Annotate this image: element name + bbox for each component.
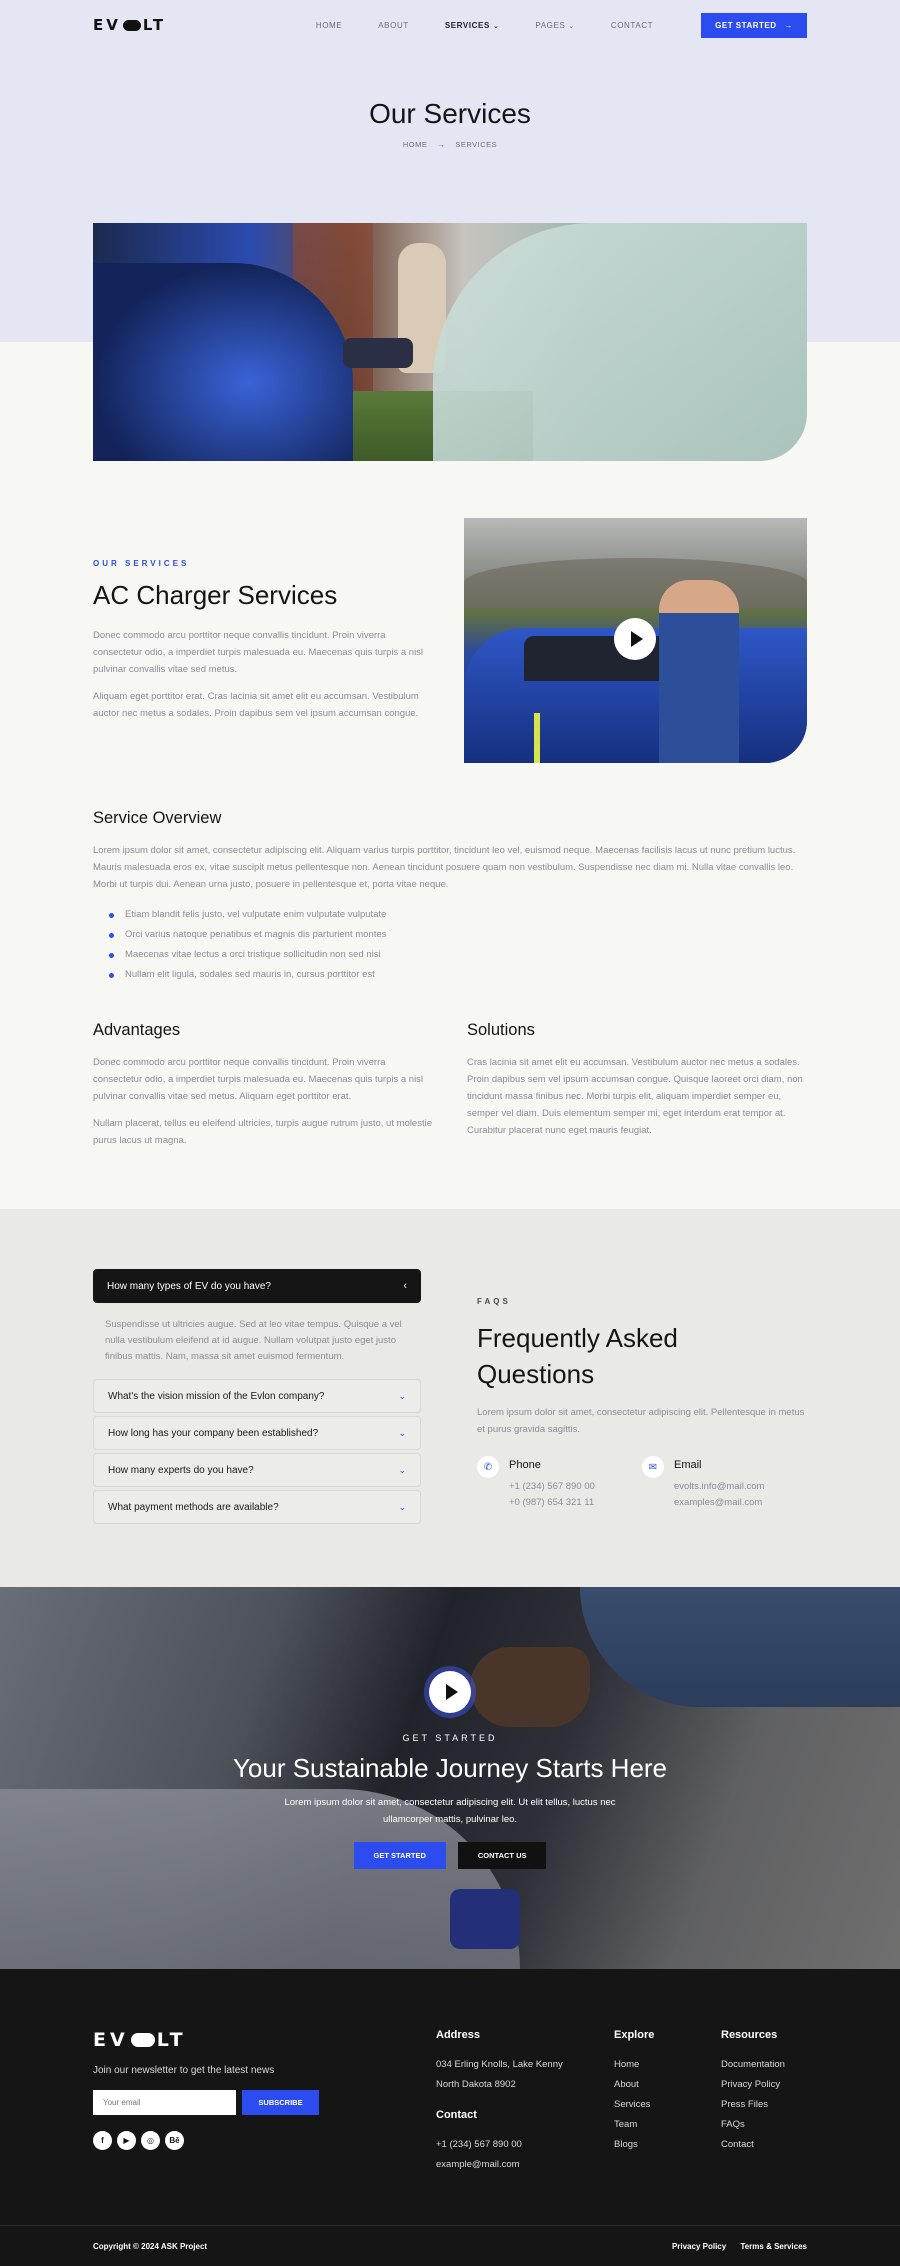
subscribe-button[interactable]: SUBSCRIBE bbox=[242, 2090, 319, 2115]
overview-list bbox=[93, 905, 807, 985]
service-paragraph: Donec commodo arcu porttitor neque convallis tincidunt. Proin viverra consectetur odio, a imperdiet turpis malesuada eu. Maecenas quis turpis a nisl pulvinar convallis vitae sed metus. bbox=[93, 630, 424, 675]
faq-accordion bbox=[93, 1269, 421, 1527]
newsletter-text: Join our newsletter to get the latest news bbox=[93, 2065, 275, 2076]
service-section bbox=[0, 342, 900, 1209]
advantages-title: Advantages bbox=[93, 1021, 181, 1039]
hero-image bbox=[93, 223, 807, 461]
email-input[interactable] bbox=[93, 2090, 236, 2115]
arrow-right-icon: → bbox=[437, 140, 446, 149]
phone-contact: ✆ Phone +1 (234) 567 890 00 +0 (987) 654 321 11 bbox=[477, 1456, 642, 1511]
cta-eyebrow: GET STARTED bbox=[402, 1733, 498, 1743]
faq-answer: Suspendisse ut ultricies augue. Sed at leo vitae tempus. Quisque a vel nulla vestibulum eleifend at id augue. Nullam volutpat justo eget justo finibus mattis. Nam, massa sit amet euismod fermentum. bbox=[105, 1319, 402, 1362]
service-image bbox=[464, 518, 807, 763]
contact-us-button[interactable]: CONTACT US bbox=[458, 1842, 547, 1869]
copyright: Copyright © 2024 ASK Project bbox=[93, 2241, 208, 2251]
hero-section bbox=[0, 0, 900, 342]
main-menu bbox=[280, 13, 807, 38]
faq-item[interactable]: How many experts do you have? ⌄ bbox=[93, 1453, 421, 1487]
faq-item-open[interactable]: How many types of EV do you have? ‹ bbox=[93, 1269, 421, 1303]
instagram-icon[interactable]: ◎ bbox=[141, 2131, 160, 2150]
footer-link-faqs[interactable]: FAQs bbox=[721, 2119, 745, 2130]
faq-section bbox=[0, 1209, 900, 1587]
cta-section bbox=[0, 1587, 900, 1969]
list-item: Etiam blandit felis justo, vel vulputate enim vulputate vulputate bbox=[109, 905, 807, 925]
solutions-block bbox=[467, 1021, 807, 1149]
chevron-down-icon: ⌄ bbox=[398, 1501, 406, 1512]
play-icon bbox=[446, 1684, 458, 1700]
mail-icon: ✉ bbox=[642, 1456, 664, 1478]
faq-text: Lorem ipsum dolor sit amet, consectetur adipiscing elit. Pellentesque in metus et purus gravida sagittis. bbox=[477, 1407, 805, 1435]
social-links bbox=[93, 2131, 436, 2150]
footer-phone[interactable]: +1 (234) 567 890 00 bbox=[436, 2139, 522, 2150]
logo-o-mark bbox=[123, 20, 141, 31]
footer-explore: Explore Home About Services Team Blogs bbox=[614, 2029, 721, 2225]
get-started-button[interactable]: GET STARTED bbox=[354, 1842, 446, 1869]
footer-resources: Resources Documentation Privacy Policy Press Files FAQs Contact bbox=[721, 2029, 807, 2225]
top-nav bbox=[93, 0, 807, 50]
faq-title: Frequently Asked Questions bbox=[477, 1323, 678, 1389]
email-address[interactable]: evolts.info@mail.com bbox=[674, 1481, 765, 1492]
facebook-icon[interactable]: f bbox=[93, 2131, 112, 2150]
solutions-title: Solutions bbox=[467, 1021, 535, 1039]
nav-about[interactable]: ABOUT bbox=[378, 20, 409, 30]
chevron-down-icon: ⌄ bbox=[398, 1427, 406, 1438]
advantages-block bbox=[93, 1021, 433, 1149]
advantages-text: Donec commodo arcu porttitor neque convallis tincidunt. Proin viverra consectetur odio, a imperdiet turpis malesuada eu. Maecenas quis turpis a nisl pulvinar convallis vitae sed metus. Aliquam eget porttitor erat. bbox=[93, 1057, 424, 1102]
privacy-policy-link[interactable]: Privacy Policy bbox=[671, 2241, 727, 2251]
breadcrumb bbox=[93, 140, 807, 149]
overview-text: Lorem ipsum dolor sit amet, consectetur adipiscing elit. Aliquam varius turpis porttitor, tincidunt leo vel, euismod neque. Maecenas facilisis lacus ut nunc pretium luctus. Mauris malesuada eros ex, vitae suscipit metus pellentesque non. Aenean tincidunt posuere quam non vestibulum. Suspendisse nec diam mi. Nulla vitae convallis leo. Morbi ut turpis dui. Aenean urna justo, posuere in pellentesque et, porta vitae neque. bbox=[93, 845, 796, 890]
chevron-down-icon: ⌄ bbox=[398, 1390, 406, 1401]
terms-link[interactable]: Terms & Services bbox=[740, 2241, 807, 2251]
nav-pages[interactable]: PAGES ⌄ bbox=[535, 20, 575, 30]
email-address[interactable]: examples@mail.com bbox=[674, 1497, 763, 1508]
chevron-down-icon: ⌄ bbox=[492, 22, 500, 30]
service-paragraph: Aliquam eget porttitor erat. Cras lacinia sit amet elit eu accumsan. Vestibulum auctor nec metus a sodales. Proin dapibus sem vel ipsum accumsan congue. bbox=[93, 691, 419, 719]
get-started-button[interactable]: GET STARTED → bbox=[701, 13, 807, 38]
play-video-button[interactable] bbox=[429, 1671, 471, 1713]
list-item: Nullam elit ligula, sodales sed mauris in, cursus porttitor est bbox=[109, 965, 807, 985]
faq-item[interactable]: How long has your company been established? ⌄ bbox=[93, 1416, 421, 1450]
footer-link-team[interactable]: Team bbox=[614, 2119, 638, 2130]
youtube-icon[interactable]: ▶ bbox=[117, 2131, 136, 2150]
footer-email[interactable]: example@mail.com bbox=[436, 2159, 520, 2170]
behance-icon[interactable]: Bē bbox=[165, 2131, 184, 2150]
arrow-right-icon: → bbox=[784, 20, 793, 30]
faq-item[interactable]: What's the vision mission of the Evlon company? ⌄ bbox=[93, 1379, 421, 1413]
faq-item[interactable]: What payment methods are available? ⌄ bbox=[93, 1490, 421, 1524]
play-icon bbox=[631, 631, 643, 647]
breadcrumb-current: SERVICES bbox=[455, 140, 498, 149]
logo[interactable]: E V LT bbox=[93, 16, 167, 34]
footer bbox=[0, 1969, 900, 2266]
footer-link-contact[interactable]: Contact bbox=[721, 2139, 754, 2150]
phone-icon: ✆ bbox=[477, 1456, 499, 1478]
advantages-text: Nullam placerat, tellus eu eleifend ultricies, turpis augue rutrum justo, ut molestie purus lacus ut magna. bbox=[93, 1118, 432, 1146]
footer-link-home[interactable]: Home bbox=[614, 2059, 640, 2070]
footer-link-blogs[interactable]: Blogs bbox=[614, 2139, 638, 2150]
chevron-down-icon: ⌄ bbox=[398, 1464, 406, 1475]
page-title: Our Services bbox=[369, 98, 531, 129]
footer-link-about[interactable]: About bbox=[614, 2079, 639, 2090]
service-overview bbox=[93, 809, 807, 985]
list-item: Maecenas vitae lectus a orci tristique sollicitudin non sed nisi bbox=[109, 945, 807, 965]
solutions-text: Cras lacinia sit amet elit eu accumsan. Vestibulum auctor nec metus a sodales. Proin dapibus sem vel ipsum accumsan congue. Quisque laoreet orci diam, non tincidunt massa finibus nec. Morbi turpis elit, aliquam imperdiet semper eu, semper vel diam. Duis elementum semper mi, eget interdum erat tempor at. Curabitur placerat nunc eget mauris feugiat. bbox=[467, 1057, 803, 1136]
faq-eyebrow: FAQS bbox=[477, 1297, 511, 1306]
section-eyebrow: OUR SERVICES bbox=[93, 559, 190, 568]
chevron-down-icon: ⌄ bbox=[568, 22, 575, 30]
breadcrumb-home[interactable]: HOME bbox=[402, 140, 428, 149]
nav-home[interactable]: HOME bbox=[315, 20, 343, 30]
chevron-left-icon: ‹ bbox=[403, 1280, 407, 1292]
phone-number[interactable]: +0 (987) 654 321 11 bbox=[509, 1497, 595, 1508]
footer-link-press[interactable]: Press Files bbox=[721, 2099, 768, 2110]
footer-logo[interactable]: E V LT bbox=[93, 2029, 187, 2051]
footer-link-services[interactable]: Services bbox=[614, 2099, 651, 2110]
play-video-button[interactable] bbox=[614, 618, 656, 660]
newsletter-form bbox=[93, 2090, 436, 2115]
footer-link-privacy[interactable]: Privacy Policy bbox=[721, 2079, 781, 2090]
list-item: Orci varius natoque penatibus et magnis dis parturient montes bbox=[109, 925, 807, 945]
nav-contact[interactable]: CONTACT bbox=[610, 20, 654, 30]
cta-text: Lorem ipsum dolor sit amet, consectetur adipiscing elit. Ut elit tellus, luctus nec ullamcorper mattis, pulvinar leo. bbox=[284, 1797, 616, 1825]
logo-o-mark bbox=[131, 2033, 155, 2047]
email-contact: ✉ Email evolts.info@mail.com examples@mail.com bbox=[642, 1456, 807, 1511]
service-title: AC Charger Services bbox=[93, 580, 338, 610]
cta-title: Your Sustainable Journey Starts Here bbox=[232, 1753, 668, 1783]
footer-link-documentation[interactable]: Documentation bbox=[721, 2059, 785, 2070]
overview-title: Service Overview bbox=[93, 809, 222, 827]
phone-number[interactable]: +1 (234) 567 890 00 bbox=[509, 1481, 595, 1492]
nav-services[interactable]: SERVICES ⌄ bbox=[444, 20, 500, 30]
footer-address: Address 034 Erling Knolls, Lake Kenny North Dakota 8902 Contact +1 (234) 567 890 00 example@mail.com bbox=[436, 2029, 614, 2225]
